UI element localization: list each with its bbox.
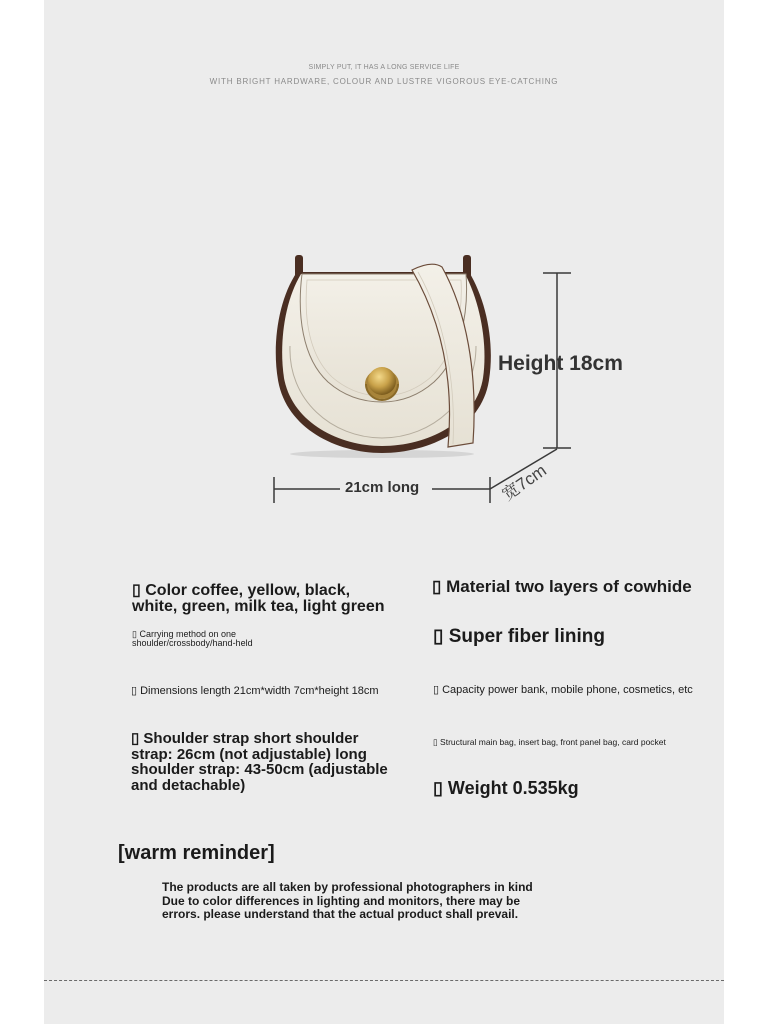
spec-capacity: ▯ Capacity power bank, mobile phone, cosmetics, etc <box>433 684 693 696</box>
header-tagline: SIMPLY PUT, IT HAS A LONG SERVICE LIFE <box>308 64 460 71</box>
bag-image <box>270 250 500 460</box>
spec-structure: ▯ Structural main bag, insert bag, front panel bag, card pocket <box>433 737 666 747</box>
reminder-title: [warm reminder] <box>118 842 275 864</box>
spec-lining: ▯ Super fiber lining <box>433 626 605 647</box>
spec-material: ▯ Material two layers of cowhide <box>432 577 692 596</box>
bag-clasp <box>368 367 396 395</box>
spec-shoulder-strap: ▯ Shoulder strap short shoulder strap: 26cm (not adjustable) long shoulder strap: 43-50cm (adjustable and detachable) <box>131 730 388 794</box>
height-label: Height 18cm <box>498 352 623 375</box>
spec-color: ▯ Color coffee, yellow, black, white, green, milk tea, light green <box>132 582 385 615</box>
spec-weight: ▯ Weight 0.535kg <box>433 778 579 798</box>
width-label: 宽7cm <box>498 460 550 505</box>
spec-dimensions: ▯ Dimensions length 21cm*width 7cm*height 18cm <box>131 685 379 697</box>
spec-carrying-method: ▯ Carrying method on one shoulder/crossbody/hand-held <box>132 629 253 648</box>
dashed-divider <box>44 980 724 981</box>
reminder-text: The products are all taken by professional photographers in kind Due to color differences in lighting and monitors, there may be errors. please understand that the actual product shall prevail. <box>162 880 533 921</box>
content-panel <box>44 0 724 1024</box>
header-subtitle: WITH BRIGHT HARDWARE, COLOUR AND LUSTRE VIGOROUS EYE-CATCHING <box>209 77 559 86</box>
length-label: 21cm long <box>345 479 420 496</box>
